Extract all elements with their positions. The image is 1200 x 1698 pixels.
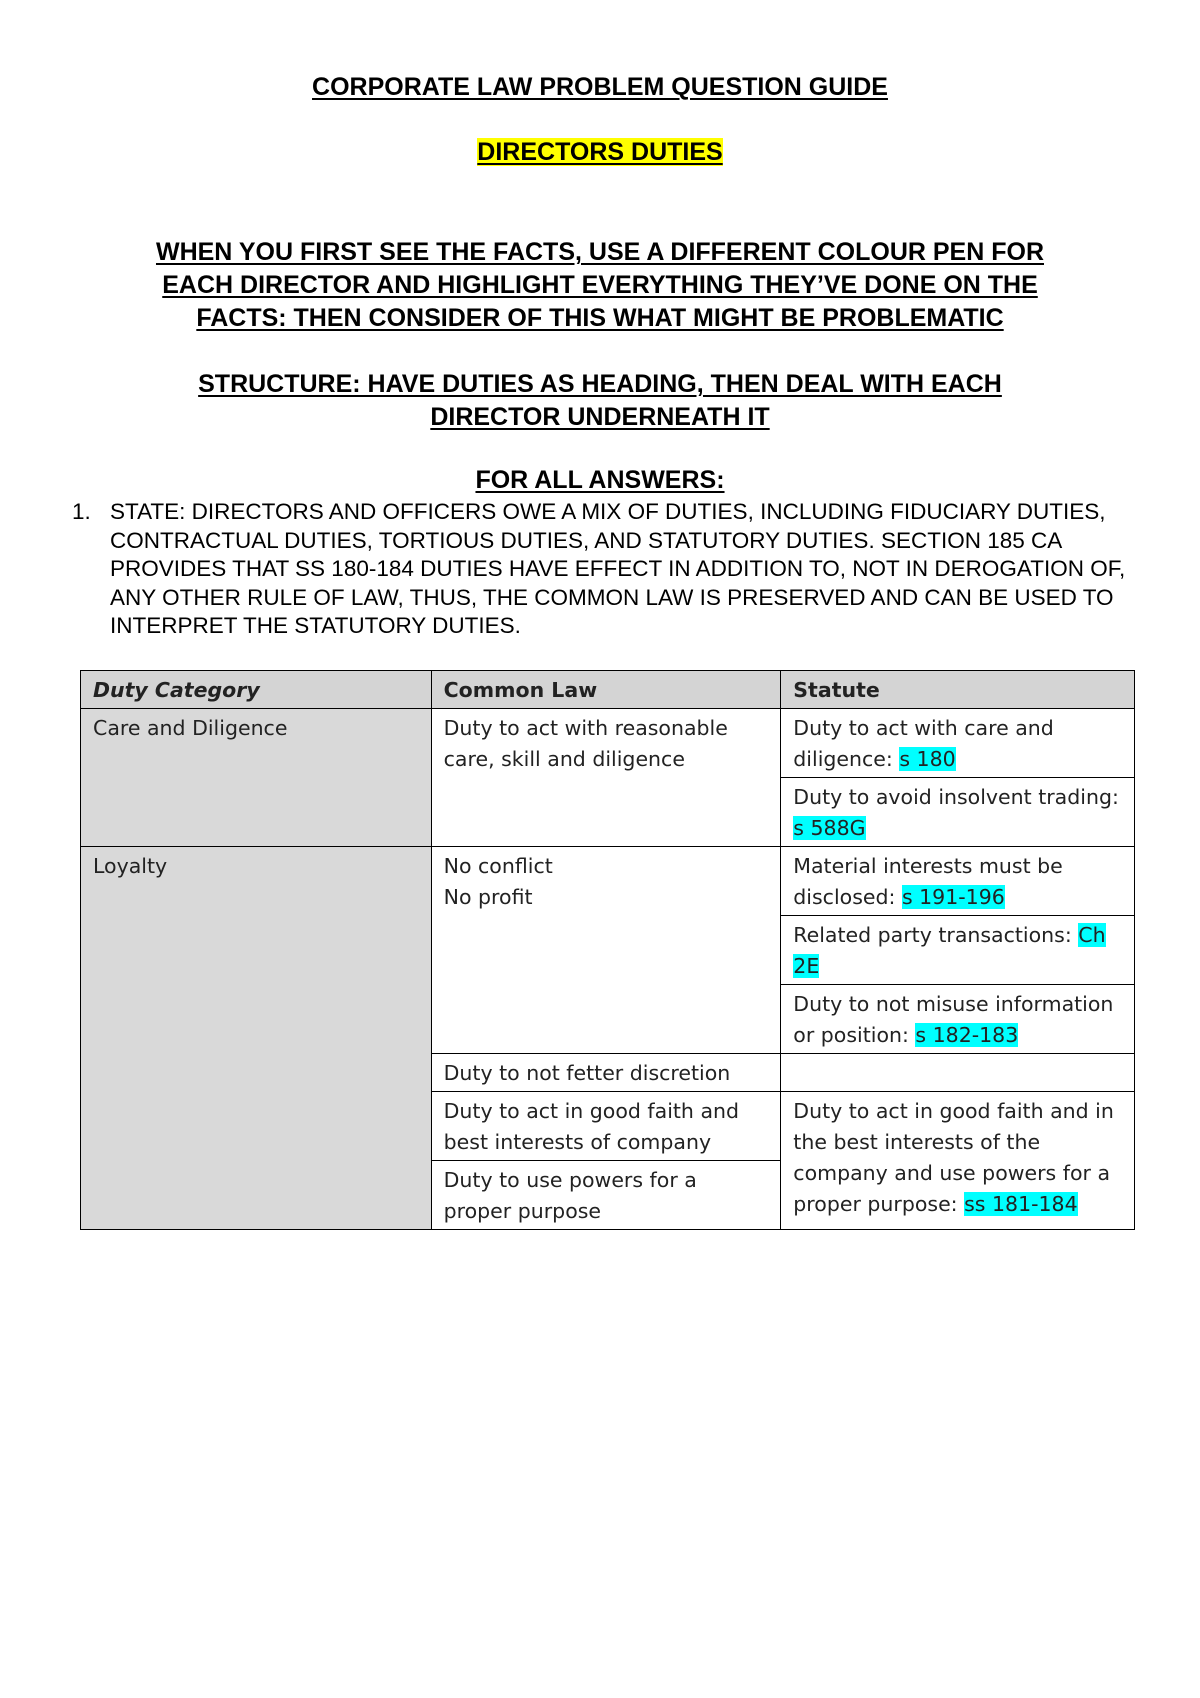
statute-text: Material interests must be disclosed: <box>793 854 1063 909</box>
header-statute: Statute <box>781 671 1135 709</box>
statute-cell <box>781 916 1135 985</box>
statute-cell <box>781 778 1135 847</box>
common-law-proper-purpose: Duty to use powers for a proper purpose <box>431 1161 781 1230</box>
statute-citation: s 180 <box>899 747 956 771</box>
structure-block <box>75 368 1125 434</box>
statute-citation: ss 181-184 <box>964 1192 1078 1216</box>
for-all-answers-heading: FOR ALL ANSWERS: <box>475 466 725 494</box>
statute-cell-empty <box>781 1054 1135 1092</box>
statute-citation: s 588G <box>793 816 866 840</box>
common-law-loyalty <box>431 847 781 1054</box>
common-law-fetter: Duty to not fetter discretion <box>431 1054 781 1092</box>
structure-line: STRUCTURE: HAVE DUTIES AS HEADING, THEN DEAL WITH EACH <box>198 370 1002 398</box>
statute-cell <box>781 985 1135 1054</box>
header-common-law: Common Law <box>431 671 781 709</box>
list-number: 1. <box>72 499 91 524</box>
subtitle-highlight: DIRECTORS DUTIES <box>477 138 723 166</box>
instruction-line: WHEN YOU FIRST SEE THE FACTS, USE A DIFFERENT COLOUR PEN FOR <box>155 238 1044 266</box>
statute-citation: s 182-183 <box>915 1023 1019 1047</box>
common-law-care: Duty to act with reasonable care, skill and diligence <box>431 709 781 847</box>
document-subtitle <box>60 138 1140 167</box>
table-row <box>81 847 1135 916</box>
header-duty-category: Duty Category <box>81 671 432 709</box>
common-law-line: No profit <box>443 885 533 909</box>
statute-cell <box>781 709 1135 778</box>
statute-cell <box>781 847 1135 916</box>
statute-text: Duty to act in good faith and in the best interests of the company and use powers for a proper purpose: <box>793 1099 1114 1216</box>
duties-table <box>80 670 1135 1230</box>
statute-citation: Ch 2E <box>793 923 1106 978</box>
statute-citation: s 191-196 <box>901 885 1005 909</box>
table-row <box>81 709 1135 778</box>
statute-text: Duty to not misuse information or position: <box>793 992 1114 1047</box>
table-header-row <box>81 671 1135 709</box>
category-loyalty: Loyalty <box>81 847 432 1230</box>
statute-text: Duty to avoid insolvent trading: <box>793 785 1119 809</box>
statute-text: Duty to act with care and diligence: <box>793 716 1054 771</box>
instruction-block <box>75 236 1125 335</box>
structure-line: DIRECTOR UNDERNEATH IT <box>430 403 770 431</box>
statute-text: Related party transactions: <box>793 923 1079 947</box>
statute-cell <box>781 1092 1135 1230</box>
document-title: CORPORATE LAW PROBLEM QUESTION GUIDE <box>312 73 888 101</box>
common-law-line: No conflict <box>443 854 553 878</box>
list-text: STATE: DIRECTORS AND OFFICERS OWE A MIX OF DUTIES, INCLUDING FIDUCIARY DUTIES, CONTRACTUAL DUTIES, TORTIOUS DUTIES, AND STATUTORY DUTIES. SECTION 185 CA PROVIDES THAT SS 180-184 DUTIES HAVE EFFECT IN ADDITION TO, NOT IN DEROGATION OF, ANY OTHER RULE OF LAW, THUS, THE COMMON LAW IS PRESERVED AND CAN BE USED TO INTERPRET THE STATUTORY DUTIES. <box>110 499 1126 638</box>
common-law-good-faith: Duty to act in good faith and best interests of company <box>431 1092 781 1161</box>
instruction-line: FACTS: THEN CONSIDER OF THIS WHAT MIGHT BE PROBLEMATIC <box>196 304 1004 332</box>
category-care: Care and Diligence <box>81 709 432 847</box>
instruction-line: EACH DIRECTOR AND HIGHLIGHT EVERYTHING THEY’VE DONE ON THE <box>162 271 1038 299</box>
